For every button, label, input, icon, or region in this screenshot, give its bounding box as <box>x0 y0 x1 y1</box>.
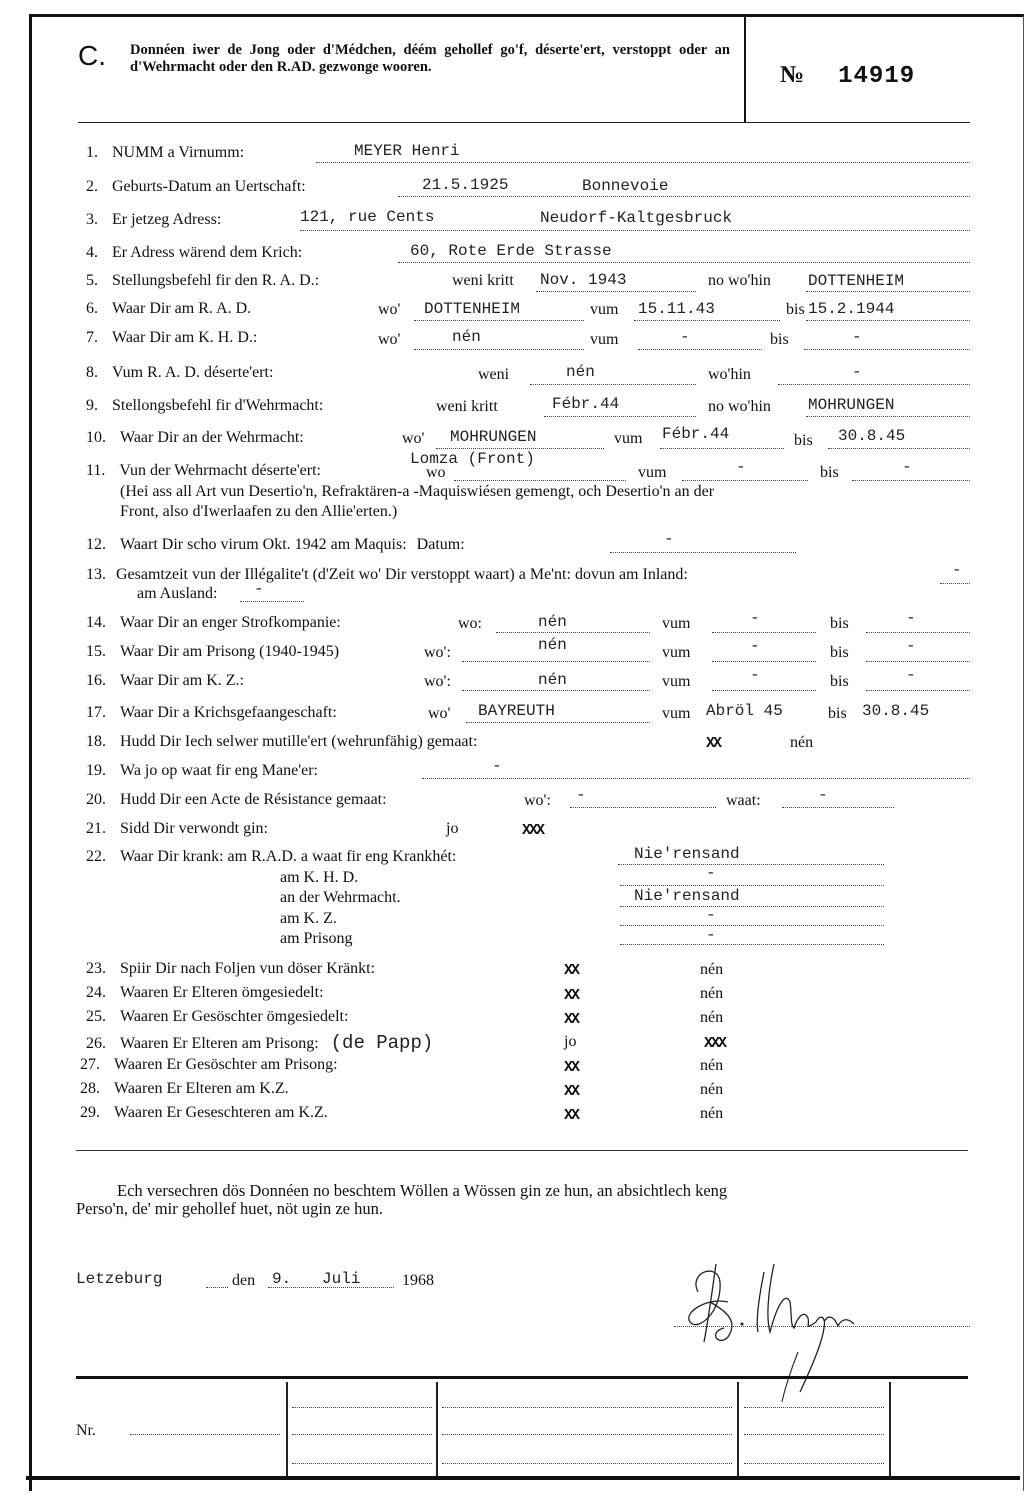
item-number: 7. <box>86 329 98 346</box>
rad-from-value[interactable]: 15.11.43 <box>638 300 715 318</box>
field-11-note-2: Front, also d'Iwerlaafen zu den Allie'erten.) <box>120 503 398 520</box>
nr-field[interactable] <box>130 1434 280 1435</box>
field-11-bis-line <box>852 480 970 481</box>
vum-label: vum <box>590 331 619 348</box>
field-17 <box>86 704 337 722</box>
item-label: Waaren Er Elteren ömgesiedelt: <box>120 984 324 1001</box>
register-cell[interactable] <box>442 1463 732 1464</box>
birth-date-value[interactable]: 21.5.1925 <box>422 176 509 194</box>
strofkompanie-place-value[interactable]: nén <box>538 613 567 631</box>
signature-year: 1968 <box>402 1272 434 1289</box>
wo-label: wo <box>426 464 446 481</box>
field-label: Hudd Dir een Acte de Résistance gemaat: <box>120 791 387 808</box>
no-option[interactable]: nén <box>700 1009 724 1026</box>
item-number: 15. <box>86 643 106 660</box>
wohin-label: wo'hin <box>708 366 751 383</box>
item-number: 11. <box>86 462 106 479</box>
field-label: Er jetzeg Adress: <box>112 211 222 228</box>
field-7-bis-line <box>804 349 970 350</box>
list-item <box>80 1056 338 1074</box>
field-6-bis-line <box>806 320 970 321</box>
field-label: Wa jo op waat fir eng Mane'er: <box>120 762 318 779</box>
field-10 <box>86 429 304 447</box>
item-label: Waaren Er Gesöschter ömgesiedelt: <box>120 1008 349 1025</box>
list-item <box>86 960 375 978</box>
field-20-waat-line <box>782 807 894 808</box>
field-1 <box>86 144 244 162</box>
vum-label: vum <box>662 615 691 632</box>
field-17-wo-line <box>466 722 650 723</box>
bis-label: bis <box>794 432 813 449</box>
field-label: Gesamtzeit vun der Illégalite't (d'Zeit wo' Dir verstoppt waart) a Me'nt: dovun am Inland: <box>116 566 688 583</box>
field-19 <box>86 762 318 780</box>
weni-label: weni <box>478 366 510 383</box>
wounded-yes[interactable]: jo <box>446 820 459 837</box>
field-label: Waar Dir an der Wehrmacht: <box>120 429 304 446</box>
field-11-vum-line <box>682 480 808 481</box>
list-item <box>86 1008 348 1026</box>
illness-wehrmacht-label: an der Wehrmacht. <box>280 889 401 906</box>
field-14-vum-line <box>712 632 816 633</box>
numero-sign: № <box>780 62 805 88</box>
signature-day[interactable]: 9. <box>272 1270 292 1288</box>
wehrmacht-desertion-to-value[interactable]: - <box>902 458 912 476</box>
register-divider-1 <box>286 1382 288 1476</box>
register-top-line <box>76 1376 968 1379</box>
self-mutilation-no[interactable]: nén <box>790 734 814 751</box>
datum-label: Datum: <box>416 536 465 553</box>
field-22-kz-line <box>620 925 884 926</box>
field-label: Waar Dir am R. A. D. <box>112 300 252 317</box>
prisong-to-value[interactable]: - <box>906 637 916 655</box>
item-number: 21. <box>86 820 106 837</box>
no-option[interactable]: nén <box>700 985 724 1002</box>
illness-rad-value[interactable]: Nie'rensand <box>634 845 740 863</box>
field-label: Waar Dir krank: am R.A.D. a waat fir eng Krankhét: <box>120 848 457 865</box>
field-6-wo-line <box>414 320 584 321</box>
field-13-inland-line <box>940 583 970 584</box>
rad-to-value[interactable]: 15.2.1944 <box>808 300 895 318</box>
illness-prisong-label: am Prisong <box>280 930 353 947</box>
item-label: Waaren Er Elteren am K.Z. <box>114 1080 289 1097</box>
field-22 <box>86 848 456 866</box>
field-18 <box>86 733 477 751</box>
form-title: Donnéen iwer de Jong oder d'Médchen, déém gehollef go'f, déserte'ert, verstoppt oder an d'Wehrmacht oder den R.AD. gezwonge wooren. <box>130 42 730 75</box>
field-15-bis-line <box>866 661 970 662</box>
field-14 <box>86 614 341 632</box>
field-15-vum-line <box>712 661 816 662</box>
field-20 <box>86 791 387 809</box>
ausland-label: am Ausland: <box>137 585 218 602</box>
register-divider-4 <box>889 1382 891 1476</box>
no-option[interactable]: nén <box>700 1081 724 1098</box>
field-label: Hudd Dir Iech selwer mutille'ert (wehrunfähig) gemaat: <box>120 733 478 750</box>
illness-khd-value[interactable]: - <box>706 864 716 882</box>
field-3 <box>86 211 221 229</box>
field-2-line <box>398 196 970 197</box>
signature-place[interactable]: Letzeburg <box>76 1270 163 1288</box>
item-number: 1. <box>86 144 98 161</box>
item-number: 8. <box>86 364 98 381</box>
bis-label: bis <box>830 615 849 632</box>
item-number: 19. <box>86 762 106 779</box>
field-22-khd-line <box>620 885 884 886</box>
wo-label: wo: <box>458 615 482 632</box>
item-number: 27. <box>80 1056 100 1073</box>
wehrmacht-from-value[interactable]: Fébr.44 <box>662 425 730 443</box>
place-line <box>206 1287 228 1288</box>
pow-place-value[interactable]: BAYREUTH <box>478 702 555 720</box>
item-number: 24. <box>86 984 106 1001</box>
wounded-no-crossed[interactable]: XXX <box>522 822 544 839</box>
item-label: Spiir Dir nach Foljen vun döser Kränkt: <box>120 960 376 977</box>
prisong-from-value[interactable]: - <box>750 637 760 655</box>
field-22-prisong-line <box>620 944 884 945</box>
header-underline <box>78 122 970 123</box>
yes-option-crossed[interactable]: XX <box>564 1011 579 1028</box>
rad-order-date-value[interactable]: Nov. 1943 <box>540 271 627 289</box>
yes-option-crossed[interactable]: XX <box>564 1107 579 1124</box>
field-4-line <box>398 262 970 263</box>
pow-from-value[interactable]: Abröl 45 <box>706 702 783 720</box>
field-label: Stellongsbefehl fir d'Wehrmacht: <box>112 397 324 414</box>
item-number: 23. <box>86 960 106 977</box>
register-bottom-line <box>26 1476 1020 1480</box>
ausland-value[interactable]: - <box>254 580 264 598</box>
resistance-what-value[interactable]: - <box>818 786 828 804</box>
rad-place-value[interactable]: DOTTENHEIM <box>424 300 521 318</box>
vum-label: vum <box>638 464 667 481</box>
register-cell[interactable] <box>292 1463 432 1464</box>
birth-place-value[interactable]: Bonnevoie <box>582 177 669 195</box>
register-divider-3 <box>737 1382 739 1476</box>
field-15 <box>86 643 339 661</box>
field-21 <box>86 820 268 838</box>
field-label: Waart Dir scho virum Okt. 1942 am Maquis: <box>120 536 407 553</box>
field-16 <box>86 672 244 690</box>
field-12-line <box>610 552 796 553</box>
no-option-crossed[interactable]: XXX <box>704 1035 726 1052</box>
section-letter: C. <box>78 40 106 71</box>
field-5-where-line <box>806 291 970 292</box>
item-number: 22. <box>86 848 106 865</box>
wo-label: wo': <box>424 673 451 690</box>
field-label: Waar Dir am K. Z.: <box>120 672 244 689</box>
kz-from-value[interactable]: - <box>750 666 760 684</box>
field-5-when-line <box>536 291 696 292</box>
field-22-rad-line <box>618 864 884 865</box>
item-label: Waaren Er Geseschteren am K.Z. <box>114 1104 328 1121</box>
when-label: weni kritt <box>452 272 514 289</box>
field-label: Vum R. A. D. déserte'ert: <box>112 364 274 381</box>
illness-wehrmacht-value[interactable]: Nie'rensand <box>634 887 740 905</box>
field-12 <box>86 536 465 554</box>
item-number: 16. <box>86 672 106 689</box>
field-label: Er Adress wärend dem Krich: <box>112 244 303 261</box>
field-11-note-1: (Hei ass all Art vun Desertio'n, Refraktären-a -Maquiswiésen gemengt, och Desertio'n an der <box>120 483 715 500</box>
register-cell[interactable] <box>744 1407 884 1408</box>
strofkompanie-from-value[interactable]: - <box>750 609 760 627</box>
field-13 <box>86 566 688 584</box>
vum-label: vum <box>662 705 691 722</box>
field-label: Geburts-Datum an Uertschaft: <box>112 178 306 195</box>
field-label: Waar Dir am K. H. D.: <box>112 329 258 346</box>
declaration-separator <box>76 1150 968 1151</box>
header-divider <box>744 14 746 122</box>
item-extra-note: (de Papp) <box>330 1032 434 1054</box>
item-number: 6. <box>86 300 98 317</box>
item-number: 13. <box>86 566 106 583</box>
wehrmacht-order-date-value[interactable]: Fébr.44 <box>552 395 620 413</box>
field-10-bis-line <box>828 448 970 449</box>
bis-label: bis <box>770 331 789 348</box>
field-9-where-line <box>806 416 970 417</box>
field-8-wohin-line <box>778 384 970 385</box>
khd-to-value[interactable]: - <box>852 328 862 346</box>
item-number: 20. <box>86 791 106 808</box>
item-number: 17. <box>86 704 106 721</box>
field-14-bis-line <box>866 632 970 633</box>
wehrmacht-desertion-from-value[interactable]: - <box>736 458 746 476</box>
field-16-wo-line <box>462 690 650 691</box>
illness-khd-label: am K. H. D. <box>280 869 359 886</box>
item-number: 3. <box>86 211 98 228</box>
maquis-date-value[interactable]: - <box>664 530 674 548</box>
item-number: 18. <box>86 733 106 750</box>
field-11-wo-line <box>454 480 626 481</box>
form-number-value: 14919 <box>838 63 916 90</box>
field-9 <box>86 397 323 415</box>
field-10-vum-line <box>660 448 784 449</box>
field-label: Waar Dir am Prisong (1940-1945) <box>120 643 340 660</box>
register-cell[interactable] <box>744 1463 884 1464</box>
wo-label: wo' <box>428 705 451 722</box>
item-label: Waaren Er Elteren am Prisong: <box>120 1035 319 1052</box>
field-4 <box>86 244 302 262</box>
inland-value[interactable]: - <box>952 561 962 579</box>
item-number: 5. <box>86 272 98 289</box>
bis-label: bis <box>830 673 849 690</box>
no-option[interactable]: nén <box>700 1105 724 1122</box>
field-label: NUMM a Virnumm: <box>112 144 245 161</box>
list-item <box>80 1104 328 1122</box>
item-number: 12. <box>86 536 106 553</box>
field-label: Waar Dir an enger Strofkompanie: <box>120 614 341 631</box>
self-mutilation-yes-crossed[interactable]: XX <box>706 735 721 752</box>
bis-label: bis <box>786 301 805 318</box>
register-cell[interactable] <box>442 1407 732 1408</box>
list-item <box>86 1032 433 1054</box>
wo-label: wo' <box>402 430 425 447</box>
register-cell[interactable] <box>744 1434 884 1435</box>
field-5 <box>86 272 319 290</box>
field-7 <box>86 329 257 347</box>
field-16-bis-line <box>866 690 970 691</box>
where-label: no wo'hin <box>708 272 771 289</box>
field-19-line <box>422 778 970 779</box>
wo-label: wo' <box>378 331 401 348</box>
declaration-line-1: Ech versechren dös Donnéen no beschtem Wöllen a Wössen gin ze hun, an absichtlech keng <box>117 1181 728 1200</box>
resistance-place-value[interactable]: - <box>576 786 586 804</box>
den-label: den <box>232 1272 256 1289</box>
wehrmacht-to-value[interactable]: 30.8.45 <box>838 427 906 445</box>
illness-prisong-value[interactable]: - <box>706 926 716 944</box>
where-label: no wo'hin <box>708 398 771 415</box>
item-label: Waaren Er Gesöschter am Prisong: <box>114 1056 338 1073</box>
field-6-vum-line <box>634 320 780 321</box>
field-15-wo-line <box>462 661 650 662</box>
handwritten-signature-icon <box>678 1252 878 1412</box>
no-option[interactable]: nén <box>700 1057 724 1074</box>
wo-label: wo': <box>424 644 451 661</box>
kz-to-value[interactable]: - <box>906 666 916 684</box>
current-street-value[interactable]: 121, rue Cents <box>300 208 435 226</box>
field-14-wo-line <box>496 632 650 633</box>
when-label: weni kritt <box>436 398 498 415</box>
field-20-wo-line <box>570 807 716 808</box>
item-number: 9. <box>86 397 98 414</box>
wehrmacht-order-place-value[interactable]: MOHRUNGEN <box>808 396 895 414</box>
field-7-vum-line <box>638 349 762 350</box>
form-number <box>780 62 915 90</box>
item-number: 25. <box>86 1008 106 1025</box>
register-cell[interactable] <box>442 1434 732 1435</box>
bis-label: bis <box>830 644 849 661</box>
field-22-wehrmacht-line <box>620 906 884 907</box>
field-6 <box>86 300 251 318</box>
signature-month[interactable]: Juli <box>322 1270 361 1288</box>
field-13-ausland-line <box>240 601 304 602</box>
strofkompanie-to-value[interactable]: - <box>906 609 916 627</box>
item-number: 26. <box>86 1035 106 1052</box>
war-address-value[interactable]: 60, Rote Erde Strasse <box>410 242 612 260</box>
yes-option[interactable]: jo <box>564 1033 577 1050</box>
item-number: 2. <box>86 178 98 195</box>
rad-desertion-place-value[interactable]: - <box>852 363 862 381</box>
yes-option-crossed[interactable]: XX <box>564 1059 579 1076</box>
nr-label: Nr. <box>76 1422 96 1439</box>
list-item <box>86 984 324 1002</box>
register-cell[interactable] <box>292 1407 432 1408</box>
list-item <box>80 1080 289 1098</box>
item-number: 28. <box>80 1080 100 1097</box>
khd-from-value[interactable]: - <box>680 328 690 346</box>
rad-order-place-value[interactable]: DOTTENHEIM <box>808 272 905 290</box>
illness-kz-value[interactable]: - <box>706 906 716 924</box>
item-number: 14. <box>86 614 106 631</box>
field-8-weni-line <box>530 384 696 385</box>
current-town-value[interactable]: Neudorf-Kaltgesbruck <box>540 209 733 227</box>
illness-kz-label: am K. Z. <box>280 910 337 927</box>
field-11 <box>86 462 321 480</box>
declaration-line-2: Perso'n, de' mir gehollef huet, nöt ugin ze hun. <box>76 1199 384 1218</box>
pow-to-value[interactable]: 30.8.45 <box>862 702 930 720</box>
yes-option-crossed[interactable]: XX <box>564 962 579 979</box>
field-label: Waar Dir a Krichsgefaangeschaft: <box>120 704 337 721</box>
prisong-place-value[interactable]: nén <box>538 636 567 654</box>
bis-label: bis <box>828 705 847 722</box>
field-label: Stellungsbefehl fir den R. A. D.: <box>112 272 320 289</box>
khd-place-value[interactable]: nén <box>452 328 481 346</box>
yes-option-crossed[interactable]: XX <box>564 1083 579 1100</box>
field-8 <box>86 364 273 382</box>
wo-label: wo': <box>524 792 551 809</box>
field-label: Sidd Dir verwondt gin: <box>120 820 268 837</box>
item-number: 29. <box>80 1104 100 1121</box>
name-value[interactable]: MEYER Henri <box>354 142 460 160</box>
mutilation-manner-value[interactable]: - <box>492 757 502 775</box>
item-number: 10. <box>86 429 106 446</box>
field-label: Vun der Wehrmacht déserte'ert: <box>119 462 321 479</box>
field-10-wo-line <box>436 448 604 449</box>
bis-label: bis <box>820 464 839 481</box>
wehrmacht-place-value[interactable]: MOHRUNGEN <box>450 428 537 446</box>
vum-label: vum <box>614 430 643 447</box>
field-7-wo-line <box>414 349 584 350</box>
wo-label: wo' <box>378 301 401 318</box>
field-16-vum-line <box>712 690 816 691</box>
vum-label: vum <box>662 673 691 690</box>
field-9-when-line <box>544 416 696 417</box>
vum-label: vum <box>662 644 691 661</box>
vum-label: vum <box>590 301 619 318</box>
register-divider-2 <box>436 1382 438 1476</box>
field-2 <box>86 178 306 196</box>
field-3-line <box>300 230 970 231</box>
waat-label: waat: <box>726 792 761 809</box>
rad-desertion-date-value[interactable]: nén <box>566 363 595 381</box>
register-cell[interactable] <box>292 1434 432 1435</box>
no-option[interactable]: nén <box>700 961 724 978</box>
wehrmacht-desertion-place-value[interactable]: Lomza (Front) <box>410 450 535 468</box>
item-number: 4. <box>86 244 98 261</box>
kz-place-value[interactable]: nén <box>538 671 567 689</box>
field-1-line <box>316 162 970 163</box>
yes-option-crossed[interactable]: XX <box>564 987 579 1004</box>
